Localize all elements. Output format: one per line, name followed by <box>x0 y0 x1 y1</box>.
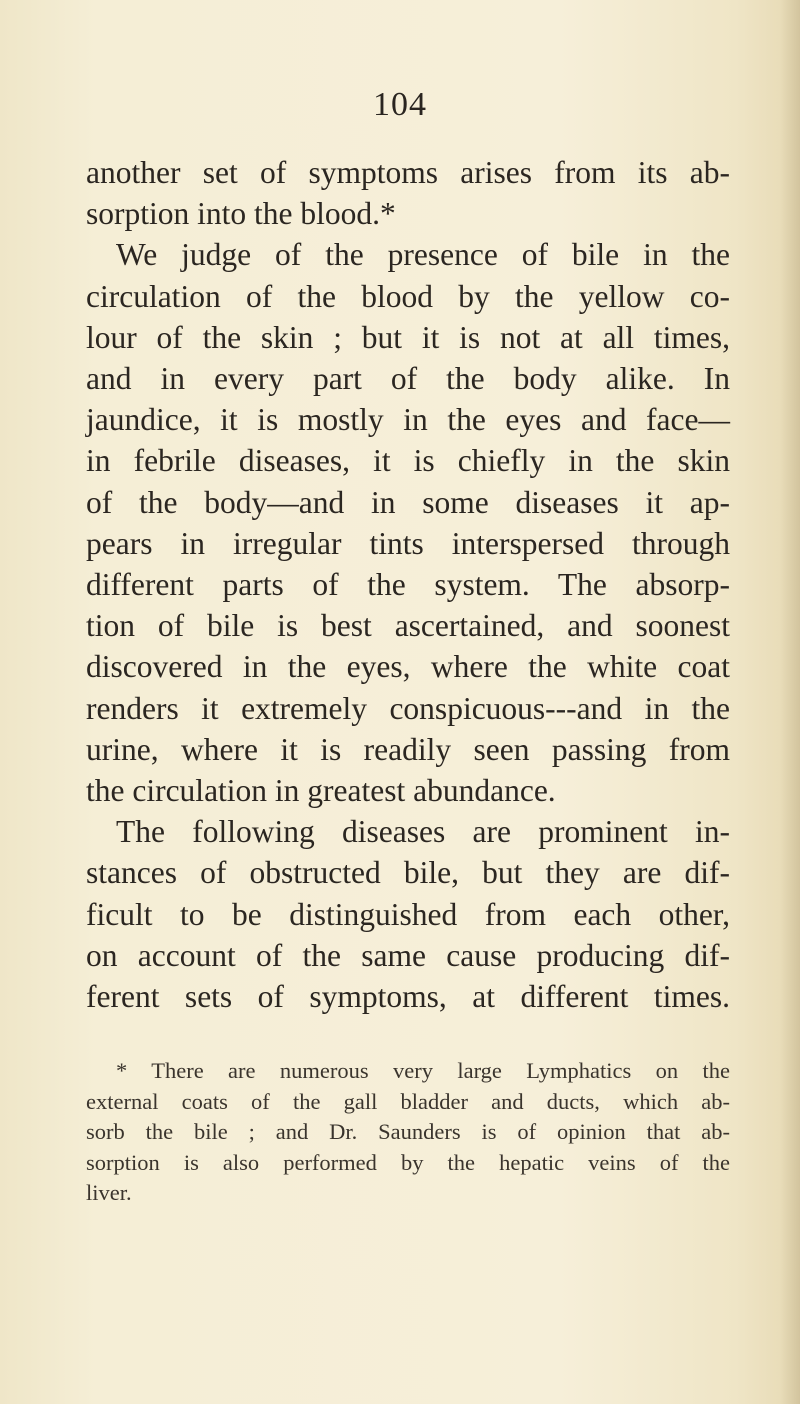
body-line: The following diseases are prominent in- <box>116 814 730 850</box>
body-line: jaundice, it is mostly in the eyes and face— <box>86 402 730 438</box>
footnote-line: sorption is also performed by the hepatic veins of the <box>86 1149 730 1175</box>
body-line: sorption into the blood.* <box>86 196 396 232</box>
body-text <box>86 152 730 1017</box>
body-line: discovered in the eyes, where the white coat <box>86 649 730 685</box>
body-line: urine, where it is readily seen passing from <box>86 731 730 767</box>
body-line: ficult to be distinguished from each other, <box>86 896 730 932</box>
body-line: different parts of the system. The absorp- <box>86 567 730 603</box>
body-line: We judge of the presence of bile in the <box>116 237 730 273</box>
body-line: on account of the same cause producing dif- <box>86 937 730 973</box>
footnote-line: external coats of the gall bladder and ducts, which ab- <box>86 1088 730 1114</box>
page-number: 104 <box>373 86 427 123</box>
body-line: tion of bile is best ascertained, and soonest <box>86 608 730 644</box>
body-line: and in every part of the body alike. In <box>86 361 730 397</box>
body-line: lour of the skin ; but it is not at all times, <box>86 319 730 355</box>
footnote-line: * There are numerous very large Lymphatics on the <box>116 1058 730 1083</box>
body-line: stances of obstructed bile, but they are dif- <box>86 855 730 891</box>
footnote <box>86 1056 730 1209</box>
body-line: in febrile diseases, it is chiefly in the skin <box>86 443 730 479</box>
body-line: another set of symptoms arises from its ab- <box>86 155 730 190</box>
footnote-line: liver. <box>86 1180 132 1206</box>
body-line: the circulation in greatest abundance. <box>86 773 556 809</box>
body-line: pears in irregular tints interspersed through <box>86 525 730 561</box>
body-line: ferent sets of symptoms, at different times. <box>86 979 730 1015</box>
body-line: of the body—and in some diseases it ap- <box>86 484 730 520</box>
body-line: circulation of the blood by the yellow co- <box>86 278 730 314</box>
footnote-line: sorb the bile ; and Dr. Saunders is of opinion that ab- <box>86 1119 730 1145</box>
page-edge-shadow <box>780 0 800 1404</box>
body-line: renders it extremely conspicuous---and in the <box>86 690 730 726</box>
